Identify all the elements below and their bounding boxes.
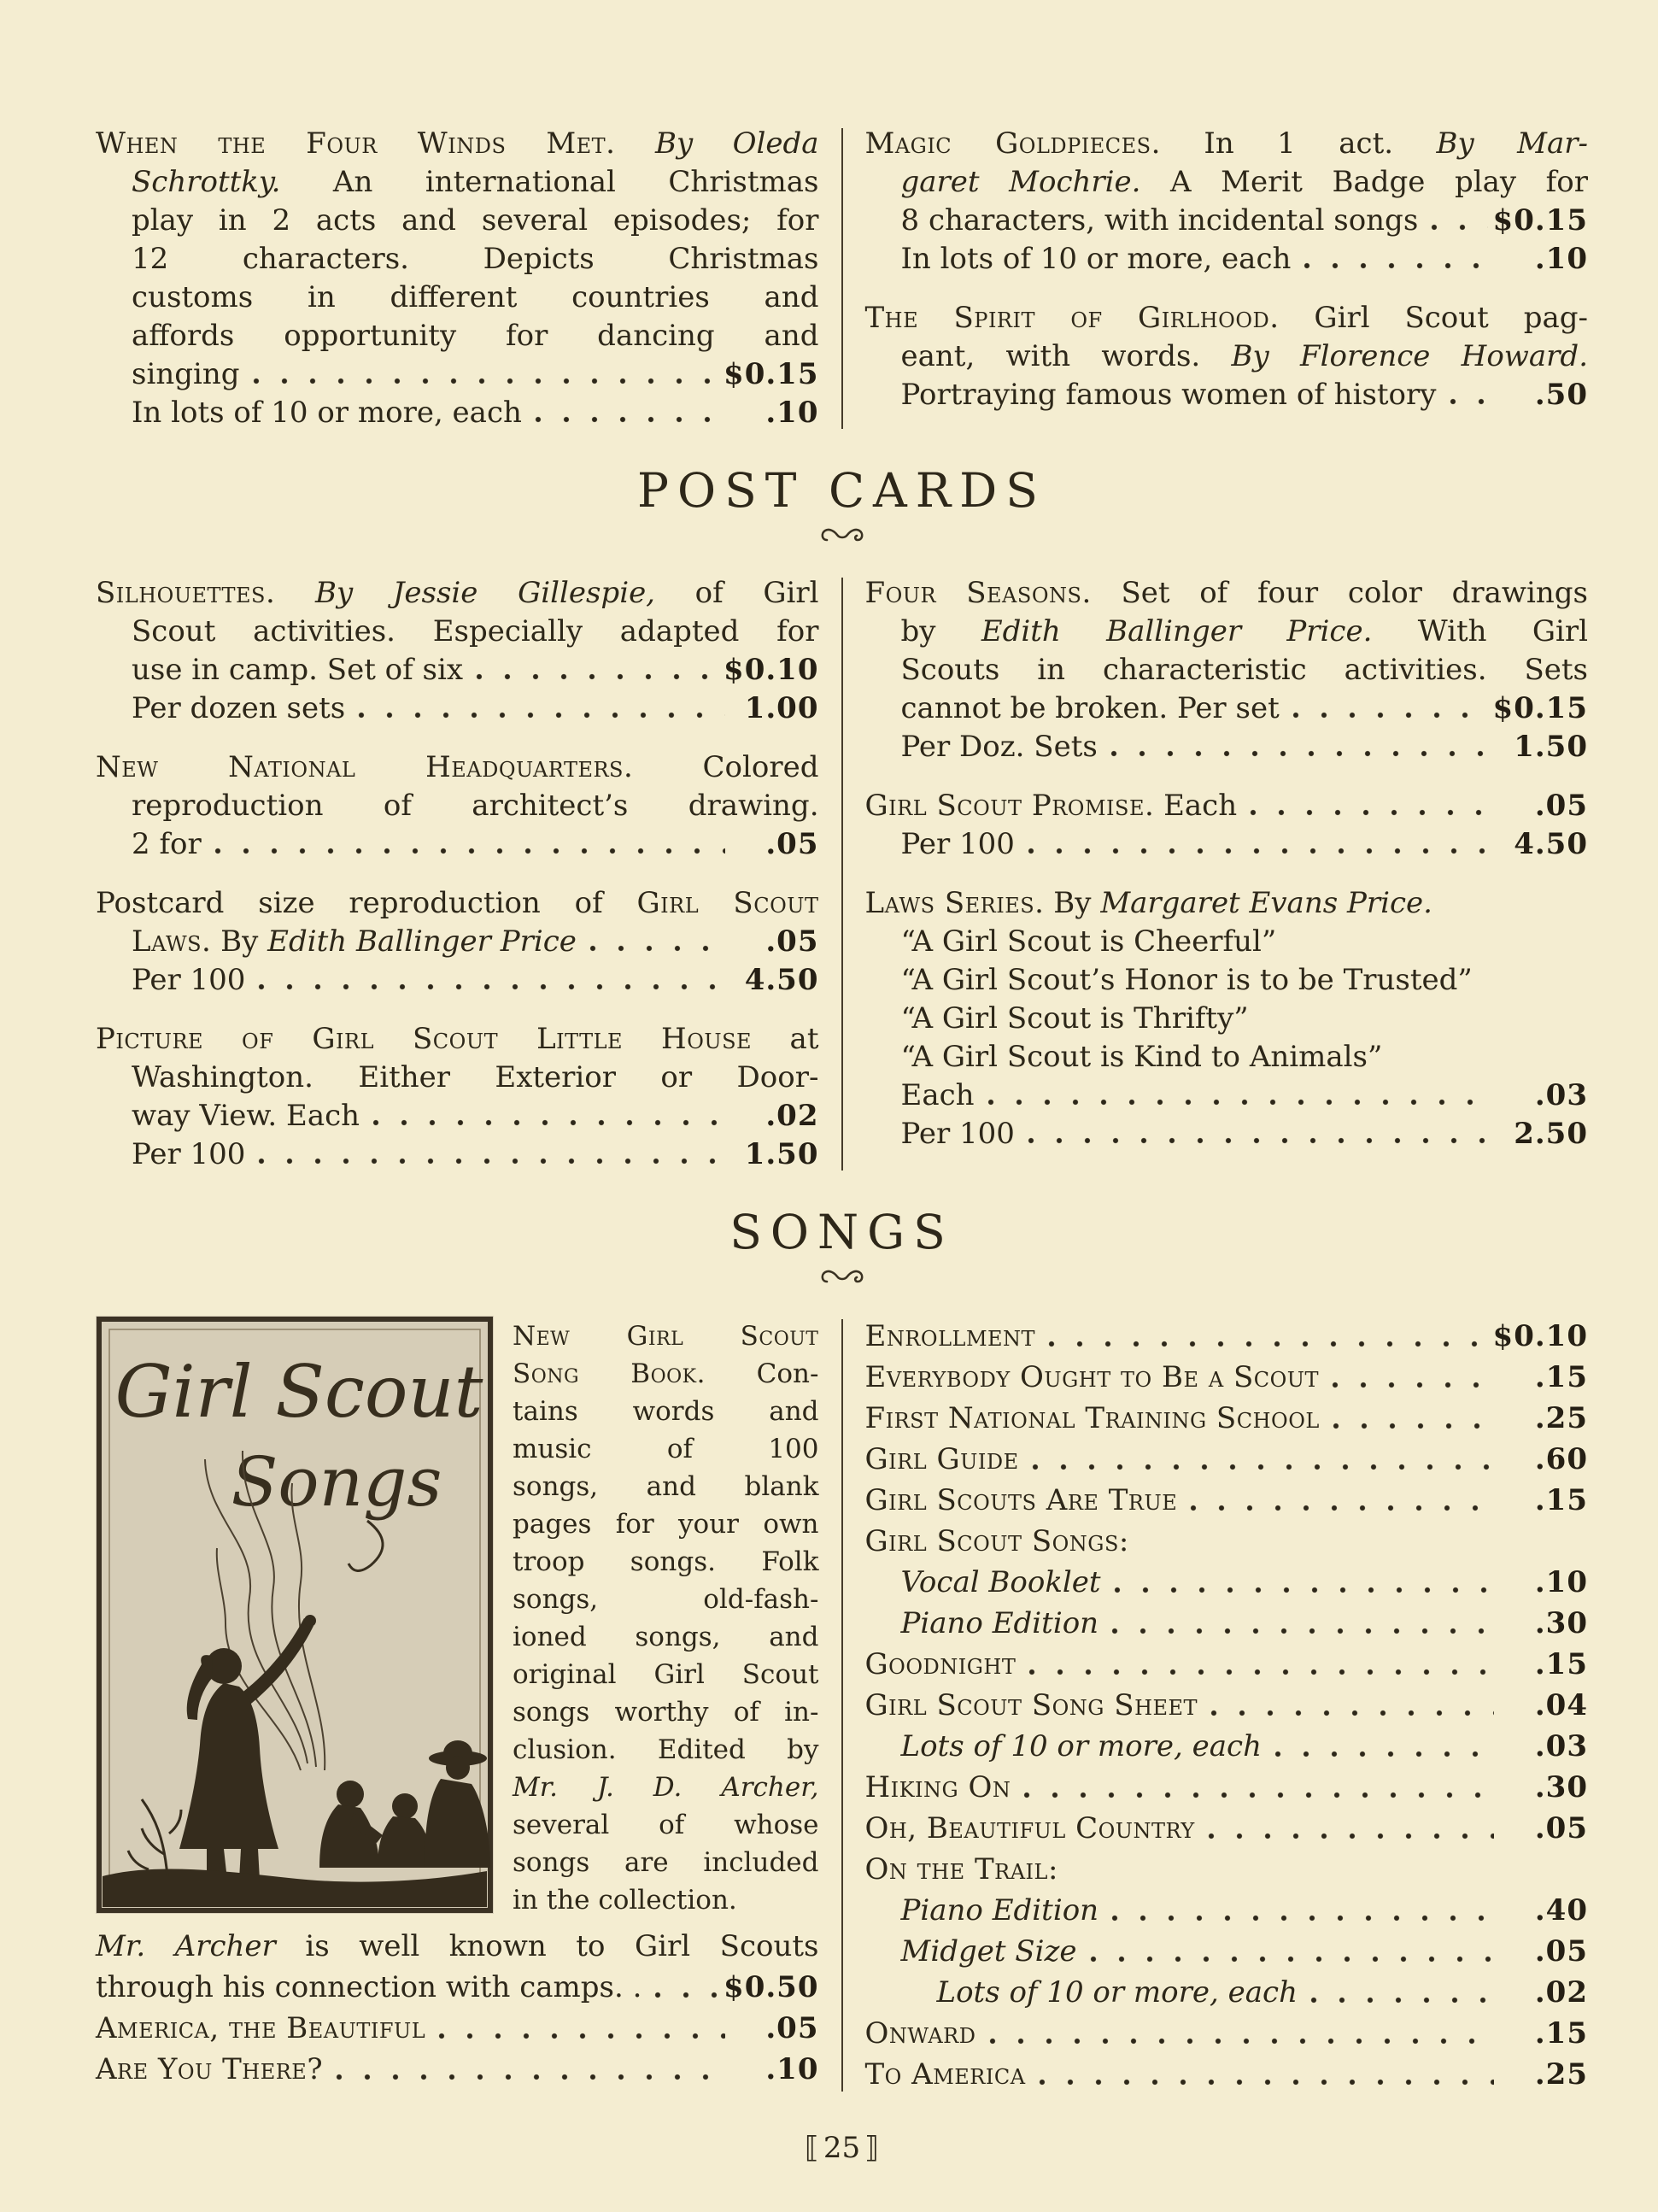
- catalog-entry: [865, 884, 1589, 1153]
- line-text: customs in different countries and: [132, 280, 819, 314]
- catalog-line: [865, 923, 1589, 961]
- catalog-entry: [96, 748, 819, 864]
- post-cards-heading: POST CARDS: [637, 463, 1046, 518]
- dot-leader: [1309, 1995, 1494, 2006]
- catalog-line: [865, 125, 1589, 163]
- price-value: .30: [1534, 1606, 1588, 1640]
- line-text: On the Trail:: [864, 1852, 1058, 1886]
- line-text: Hiking On: [864, 1770, 1011, 1804]
- catalog-entry: [865, 787, 1589, 864]
- price-value: $0.10: [724, 653, 819, 687]
- price-value: .50: [1534, 378, 1588, 412]
- songs-left-list: [96, 1926, 819, 2090]
- price-value: .10: [765, 396, 819, 430]
- line-text: 2 for: [132, 827, 202, 861]
- line-text: To America: [864, 2057, 1026, 2092]
- line-text: Song Book. Con-: [513, 1358, 819, 1389]
- catalog-line-priced: [96, 1967, 819, 2008]
- line-text: Per dozen sets: [132, 691, 346, 725]
- song-book-description: [513, 1316, 819, 1919]
- catalog-line-priced: [865, 202, 1589, 240]
- line-text: Magic Goldpieces. In 1 act. By Mar-: [864, 126, 1588, 161]
- dot-leader: [1303, 261, 1494, 272]
- catalog-line: [865, 961, 1589, 1000]
- price-value: 1.50: [1514, 730, 1588, 764]
- catalog-line-priced: [865, 2013, 1589, 2054]
- catalog-line-priced: [865, 1890, 1589, 1931]
- catalog-line-priced: [96, 825, 819, 864]
- catalog-entry: [96, 574, 819, 728]
- catalog-line-priced: [865, 787, 1589, 825]
- dot-leader: [1089, 1954, 1494, 1965]
- price-value: .15: [1534, 1483, 1588, 1517]
- post-cards-section: [96, 574, 1588, 1174]
- dot-leader: [1022, 1790, 1494, 1801]
- catalog-line-priced: [96, 651, 819, 689]
- plays-right-column: [865, 125, 1589, 432]
- line-text: Scout activities. Especially adapted for: [132, 614, 819, 648]
- catalog-line: [865, 1521, 1589, 1562]
- price-value: $0.10: [1492, 1319, 1588, 1353]
- price-value: .40: [1534, 1893, 1588, 1927]
- line-text: Mr. Archer is well known to Girl Scouts: [96, 1929, 819, 1963]
- line-text: Laws Series. By Margaret Evans Price.: [864, 886, 1432, 920]
- line-text: songs, old-fash-: [513, 1584, 819, 1615]
- catalog-line: [865, 1038, 1589, 1077]
- line-text: way View. Each: [132, 1099, 360, 1133]
- price-value: .05: [765, 924, 819, 959]
- dot-leader: [1331, 1380, 1494, 1391]
- catalog-line-priced: [865, 1480, 1589, 1521]
- catalog-line-priced: [865, 1685, 1589, 1726]
- line-text: Washington. Either Exterior or Door-: [132, 1060, 819, 1094]
- line-text: original Girl Scout: [513, 1659, 819, 1690]
- dot-leader: [1113, 1585, 1494, 1596]
- catalog-line-priced: [865, 1767, 1589, 1808]
- catalog-entry: [865, 125, 1589, 279]
- price-value: .30: [1534, 1770, 1588, 1804]
- price-value: .60: [1534, 1442, 1588, 1476]
- line-text: Girl Scout Song Sheet: [864, 1688, 1198, 1722]
- dot-leader: [1110, 748, 1494, 760]
- line-text: troop songs. Folk: [513, 1546, 819, 1577]
- line-text: Vocal Booklet: [900, 1565, 1101, 1599]
- catalog-line-priced: [865, 376, 1589, 414]
- line-text: 12 characters. Depicts Christmas: [132, 242, 819, 276]
- line-text: “A Girl Scout is Kind to Animals”: [900, 1040, 1383, 1074]
- line-text: Lots of 10 or more, each: [900, 1729, 1262, 1763]
- catalog-line: [865, 613, 1589, 651]
- line-text: “A Girl Scout is Cheerful”: [900, 924, 1277, 959]
- catalog-line-priced: [865, 2054, 1589, 2095]
- page-number-bracket-right: ⟧: [864, 2131, 879, 2165]
- line-text: 8 characters, with incidental songs: [900, 203, 1419, 238]
- line-text: by Edith Ballinger Price. With Girl: [900, 614, 1589, 648]
- price-value: .05: [1534, 1811, 1588, 1845]
- line-text: Onward: [864, 2016, 976, 2051]
- catalog-line-priced: [96, 923, 819, 961]
- line-text: clusion. Edited by: [513, 1734, 819, 1765]
- line-text: Goodnight: [864, 1647, 1016, 1681]
- page-number-value: 25: [823, 2131, 861, 2165]
- catalog-line-priced: [865, 1931, 1589, 1972]
- line-text: Girl Scout Songs:: [864, 1524, 1129, 1558]
- catalog-entry: [96, 884, 819, 1000]
- price-value: .15: [1534, 1360, 1588, 1394]
- dot-leader: [1189, 1503, 1494, 1514]
- catalog-line: [96, 279, 819, 317]
- line-text: Oh, Beautiful Country: [864, 1811, 1195, 1845]
- price-value: .25: [1534, 1401, 1588, 1435]
- catalog-line: [513, 1505, 819, 1543]
- catalog-line-priced: [865, 728, 1589, 766]
- catalog-line: [96, 317, 819, 355]
- dot-leader: [437, 2031, 724, 2042]
- price-value: $0.15: [724, 357, 819, 391]
- dot-leader: [534, 414, 725, 425]
- catalog-line-priced: [865, 1726, 1589, 1767]
- dot-leader: [1110, 1626, 1494, 1637]
- catalog-line: [513, 1618, 819, 1656]
- catalog-line-priced: [865, 1562, 1589, 1603]
- catalog-line-priced: [96, 961, 819, 1000]
- catalog-line-priced: [865, 1357, 1589, 1398]
- catalog-line-priced: [865, 1077, 1589, 1115]
- line-text: New National Headquarters. Colored: [96, 750, 819, 784]
- price-value: .05: [765, 2011, 819, 2045]
- page-number-bracket-left: ⟦: [805, 2131, 819, 2165]
- line-text: pages for your own: [513, 1509, 819, 1540]
- ornament-squiggle: [818, 521, 866, 549]
- line-text: tains words and: [513, 1396, 819, 1427]
- catalog-line-priced: [96, 1135, 819, 1174]
- line-text: “A Girl Scout’s Honor is to be Trusted”: [900, 963, 1473, 997]
- catalog-line-priced: [96, 2008, 819, 2049]
- catalog-line-priced: [96, 689, 819, 728]
- price-value: .10: [1534, 242, 1588, 276]
- dot-leader: [357, 710, 724, 721]
- line-text: Schrottky. An international Christmas: [132, 165, 819, 199]
- price-value: $0.50: [724, 1970, 819, 2004]
- column-divider: [841, 1319, 843, 2092]
- catalog-line-priced: [865, 1603, 1589, 1644]
- catalog-line: [513, 1430, 819, 1468]
- price-value: .02: [765, 1099, 819, 1133]
- catalog-line-priced: [865, 1398, 1589, 1439]
- catalog-line: [513, 1769, 819, 1806]
- song-book-block: [96, 1316, 819, 1919]
- line-text: “A Girl Scout is Thrifty”: [900, 1001, 1249, 1036]
- songs-price-list: [865, 1316, 1589, 2095]
- catalog-line: [96, 240, 819, 279]
- cover-title-line1: Girl Scout: [114, 1350, 483, 1434]
- song-book-cover-illustration: [96, 1316, 494, 1914]
- catalog-line: [96, 574, 819, 613]
- line-text: Per 100: [900, 827, 1015, 861]
- line-text: songs are included: [513, 1847, 819, 1878]
- price-value: .04: [1534, 1688, 1588, 1722]
- catalog-line: [865, 337, 1589, 376]
- dot-leader: [1038, 2077, 1494, 2088]
- line-text: Everybody Ought to Be a Scout: [864, 1360, 1320, 1394]
- price-value: 4.50: [744, 963, 819, 997]
- cover-title-line2: Songs: [231, 1442, 442, 1522]
- catalog-entry: [96, 125, 819, 432]
- catalog-line: [96, 1926, 819, 1967]
- catalog-line: [865, 163, 1589, 202]
- dot-leader: [589, 943, 725, 954]
- catalog-line: [865, 1849, 1589, 1890]
- price-value: $0.15: [1492, 203, 1588, 238]
- catalog-line: [513, 1806, 819, 1844]
- line-text: Mr. J. D. Archer,: [513, 1772, 819, 1803]
- catalog-line: [513, 1731, 819, 1769]
- price-value: .25: [1534, 2057, 1588, 2092]
- catalog-line: [96, 748, 819, 787]
- dot-leader: [1027, 846, 1494, 857]
- catalog-line: [865, 574, 1589, 613]
- column-divider: [841, 578, 843, 1171]
- dot-leader: [1430, 222, 1487, 233]
- price-value: .05: [765, 827, 819, 861]
- line-text: First National Training School: [864, 1401, 1320, 1435]
- price-value: .15: [1534, 1647, 1588, 1681]
- dot-leader: [653, 1990, 718, 2001]
- price-value: .05: [1534, 789, 1588, 823]
- line-text: America, the Beautiful: [96, 2011, 426, 2045]
- plays-section: [96, 125, 1588, 432]
- catalog-line: [513, 1468, 819, 1505]
- dot-leader: [1027, 1135, 1494, 1147]
- line-text: Enrollment: [864, 1319, 1036, 1353]
- price-value: 1.00: [744, 691, 819, 725]
- price-value: 2.50: [1514, 1117, 1588, 1151]
- line-text: play in 2 acts and several episodes; for: [132, 203, 819, 238]
- dot-leader: [1332, 1421, 1494, 1432]
- line-text: Per Doz. Sets: [900, 730, 1098, 764]
- line-text: Per 100: [132, 963, 246, 997]
- column-divider: [841, 128, 843, 429]
- dot-leader: [252, 376, 719, 387]
- price-value: .02: [1534, 1975, 1588, 2010]
- catalog-line: [513, 1656, 819, 1693]
- catalog-line-priced: [865, 240, 1589, 279]
- catalog-line: [513, 1543, 819, 1581]
- catalog-line-priced: [96, 394, 819, 432]
- line-text: Girl Scouts Are True: [864, 1483, 1178, 1517]
- dot-leader: [475, 672, 718, 683]
- line-text: through his connection with camps. .: [96, 1970, 642, 2004]
- line-text: In lots of 10 or more, each: [132, 396, 522, 430]
- catalog-line: [96, 1020, 819, 1059]
- catalog-line-priced: [865, 1316, 1589, 1357]
- price-value: $0.15: [1492, 691, 1588, 725]
- line-text: New Girl Scout: [513, 1321, 819, 1352]
- ornament-squiggle: [818, 1263, 866, 1290]
- catalog-line: [513, 1317, 819, 1355]
- line-text: Piano Edition: [900, 1893, 1099, 1927]
- dot-leader: [1210, 1708, 1494, 1719]
- price-value: .15: [1534, 2016, 1588, 2051]
- price-value: .10: [765, 2052, 819, 2086]
- catalog-line-priced: [96, 1097, 819, 1135]
- catalog-line: [96, 1059, 819, 1097]
- price-value: .03: [1534, 1729, 1588, 1763]
- dot-leader: [1047, 1339, 1487, 1350]
- catalog-line: [96, 884, 819, 923]
- catalog-line: [865, 299, 1589, 337]
- post-cards-right-column: [865, 574, 1589, 1174]
- dot-leader: [987, 1097, 1494, 1108]
- catalog-line-priced: [96, 2049, 819, 2090]
- line-text: In lots of 10 or more, each: [900, 242, 1292, 276]
- line-text: Are You There?: [96, 2052, 324, 2086]
- dot-leader: [257, 982, 724, 993]
- catalog-line-priced: [865, 1439, 1589, 1480]
- dot-leader: [1249, 807, 1494, 818]
- catalog-line: [865, 884, 1589, 923]
- catalog-line-priced: [865, 825, 1589, 864]
- price-value: .05: [1534, 1934, 1588, 1969]
- line-text: Per 100: [132, 1137, 246, 1171]
- dot-leader: [1292, 710, 1488, 721]
- dot-leader: [1449, 396, 1495, 408]
- catalog-line: [513, 1355, 819, 1393]
- line-text: several of whose: [513, 1810, 819, 1840]
- catalog-entry: [96, 1020, 819, 1174]
- plays-left-column: [96, 125, 819, 432]
- price-value: 1.50: [744, 1137, 819, 1171]
- line-text: Girl Guide: [864, 1442, 1019, 1476]
- price-value: .10: [1534, 1565, 1588, 1599]
- dot-leader: [1274, 1749, 1494, 1760]
- songs-heading: SONGS: [729, 1205, 954, 1259]
- line-text: The Spirit of Girlhood. Girl Scout pag-: [864, 301, 1588, 335]
- dot-leader: [372, 1118, 724, 1129]
- page-number: [96, 2131, 1588, 2165]
- catalog-line: [865, 1000, 1589, 1038]
- catalog-line-priced: [865, 1972, 1589, 2013]
- line-text: Four Seasons. Set of four color drawings: [864, 576, 1588, 610]
- catalog-line: [96, 202, 819, 240]
- dot-leader: [257, 1156, 724, 1167]
- catalog-line: [513, 1844, 819, 1881]
- catalog-line-priced: [865, 689, 1589, 728]
- catalog-line: [865, 651, 1589, 689]
- line-text: Midget Size: [900, 1934, 1077, 1969]
- dot-leader: [1031, 1462, 1494, 1473]
- catalog-line-priced: [865, 1115, 1589, 1153]
- line-text: Portraying famous women of history: [900, 378, 1437, 412]
- price-value: 4.50: [1514, 827, 1588, 861]
- catalog-line-priced: [865, 1808, 1589, 1849]
- price-value: .03: [1534, 1078, 1588, 1112]
- line-text: Piano Edition: [900, 1606, 1099, 1640]
- line-text: garet Mochrie. A Merit Badge play for: [900, 165, 1588, 199]
- line-text: Picture of Girl Scout Little House at: [96, 1022, 819, 1056]
- dot-leader: [1110, 1913, 1494, 1924]
- dot-leader: [1207, 1831, 1494, 1842]
- catalog-line: [513, 1393, 819, 1430]
- line-text: songs, and blank: [513, 1471, 819, 1502]
- catalog-line: [513, 1693, 819, 1731]
- line-text: Each: [900, 1078, 975, 1112]
- catalog-line: [96, 125, 819, 163]
- line-text: Laws. By Edith Ballinger Price: [132, 924, 577, 959]
- post-cards-left-column: [96, 574, 819, 1174]
- line-text: use in camp. Set of six: [132, 653, 464, 687]
- line-text: cannot be broken. Per set: [900, 691, 1280, 725]
- catalog-line: [96, 613, 819, 651]
- catalog-line: [513, 1581, 819, 1618]
- catalog-line: [96, 163, 819, 202]
- line-text: in the collection.: [513, 1885, 737, 1916]
- catalog-line-priced: [96, 355, 819, 394]
- dot-leader: [214, 846, 725, 857]
- line-text: singing: [132, 357, 240, 391]
- line-text: songs worthy of in-: [513, 1697, 819, 1728]
- line-text: reproduction of architect’s drawing.: [132, 789, 819, 823]
- line-text: Postcard size reproduction of Girl Scout: [96, 886, 819, 920]
- songs-section: [96, 1316, 1588, 2095]
- catalog-entry: [865, 574, 1589, 766]
- songs-left-column: [96, 1316, 819, 2095]
- line-text: Scouts in characteristic activities. Sets: [900, 653, 1588, 687]
- line-text: eant, with words. By Florence Howard.: [900, 339, 1588, 373]
- dot-leader: [988, 2036, 1495, 2047]
- line-text: When the Four Winds Met. By Oleda: [96, 126, 819, 161]
- catalog-line: [96, 787, 819, 825]
- dot-leader: [1028, 1667, 1494, 1678]
- line-text: affords opportunity for dancing and: [132, 319, 819, 353]
- dot-leader: [335, 2072, 724, 2083]
- line-text: Lots of 10 or more, each: [936, 1975, 1298, 2010]
- line-text: music of 100: [513, 1434, 819, 1464]
- line-text: Silhouettes. By Jessie Gillespie, of Girl: [96, 576, 819, 610]
- line-text: ioned songs, and: [513, 1622, 819, 1652]
- line-text: Per 100: [900, 1117, 1015, 1151]
- catalog-entry: [865, 299, 1589, 414]
- catalog-line: [513, 1881, 819, 1919]
- catalog-line-priced: [865, 1644, 1589, 1685]
- line-text: Girl Scout Promise. Each: [864, 789, 1238, 823]
